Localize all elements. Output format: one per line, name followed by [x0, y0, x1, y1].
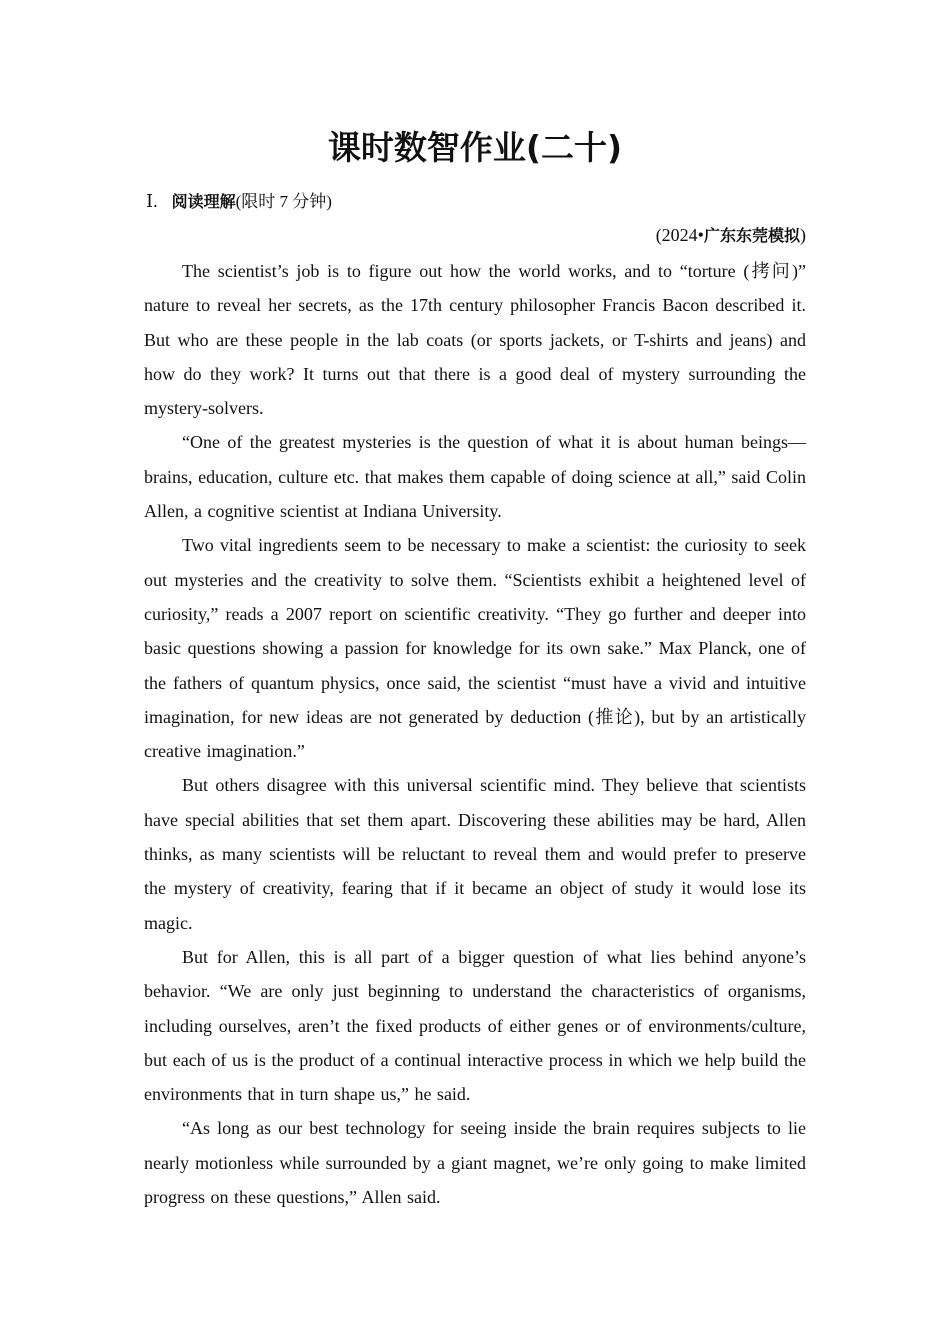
reading-passage: [144, 254, 806, 1214]
source-place: 广东东莞模拟: [703, 226, 800, 245]
section-number: Ⅰ.: [146, 191, 158, 211]
time-limit-note: (限时 7 分钟): [235, 192, 332, 211]
page-title: 课时数智作业(二十): [327, 128, 623, 167]
paragraph: The scientist’s job is to figure out how the world works, and to “torture (拷问)” nature to reveal her secrets, as the 17th century philosopher Francis Bacon described it. But who are these people in the lab coats (or sports jackets, or T-shirts and jeans) and how do they work? It turns out that there is a good deal of mystery surrounding the mystery-solvers.: [144, 261, 806, 419]
source-close: ): [800, 225, 806, 245]
section-heading: [146, 188, 332, 215]
section-title: 阅读理解: [171, 192, 236, 211]
paragraph: “As long as our best technology for seeing inside the brain requires subjects to lie nearly motionless while surrounded by a giant magnet, we’re only going to make limited progress on these questions,” Allen said.: [144, 1118, 806, 1208]
paragraph: But others disagree with this universal scientific mind. They believe that scientists have special abilities that set them apart. Discovering these abilities may be hard, Allen thinks, as many scientists will be reluctant to reveal them and would prefer to preserve the mystery of creativity, fearing that if it became an object of study it would lose its magic.: [144, 775, 806, 933]
paragraph: But for Allen, this is all part of a bigger question of what lies behind anyone’s behavior. “We are only just beginning to understand the characteristics of organisms, including ourselves, aren’t the fixed products of either genes or of environments/culture, but each of us is the product of a continual interactive process in which we help build the environments that in turn shape us,” he said.: [144, 946, 806, 1105]
paragraph: Two vital ingredients seem to be necessary to make a scientist: the curiosity to seek out mysteries and the creativity to solve them. “Scientists exhibit a heightened level of curiosity,” reads a 2007 report on scientific creativity. “They go further and deeper into basic questions showing a passion for knowledge for its own sake.” Max Planck, one of the fathers of quantum physics, once said, the scientist “must have a vivid and intuitive imagination, for new ideas are not generated by deduction (推论), but by an artistically creative imagination.”: [144, 535, 806, 762]
paragraph: “One of the greatest mysteries is the question of what it is about human beings—brains, education, culture etc. that makes them capable of doing science at all,” said Colin Allen, a cognitive scientist at Indiana University.: [144, 432, 806, 522]
source-year: (2024•: [655, 225, 704, 245]
passage-source: [656, 222, 806, 249]
